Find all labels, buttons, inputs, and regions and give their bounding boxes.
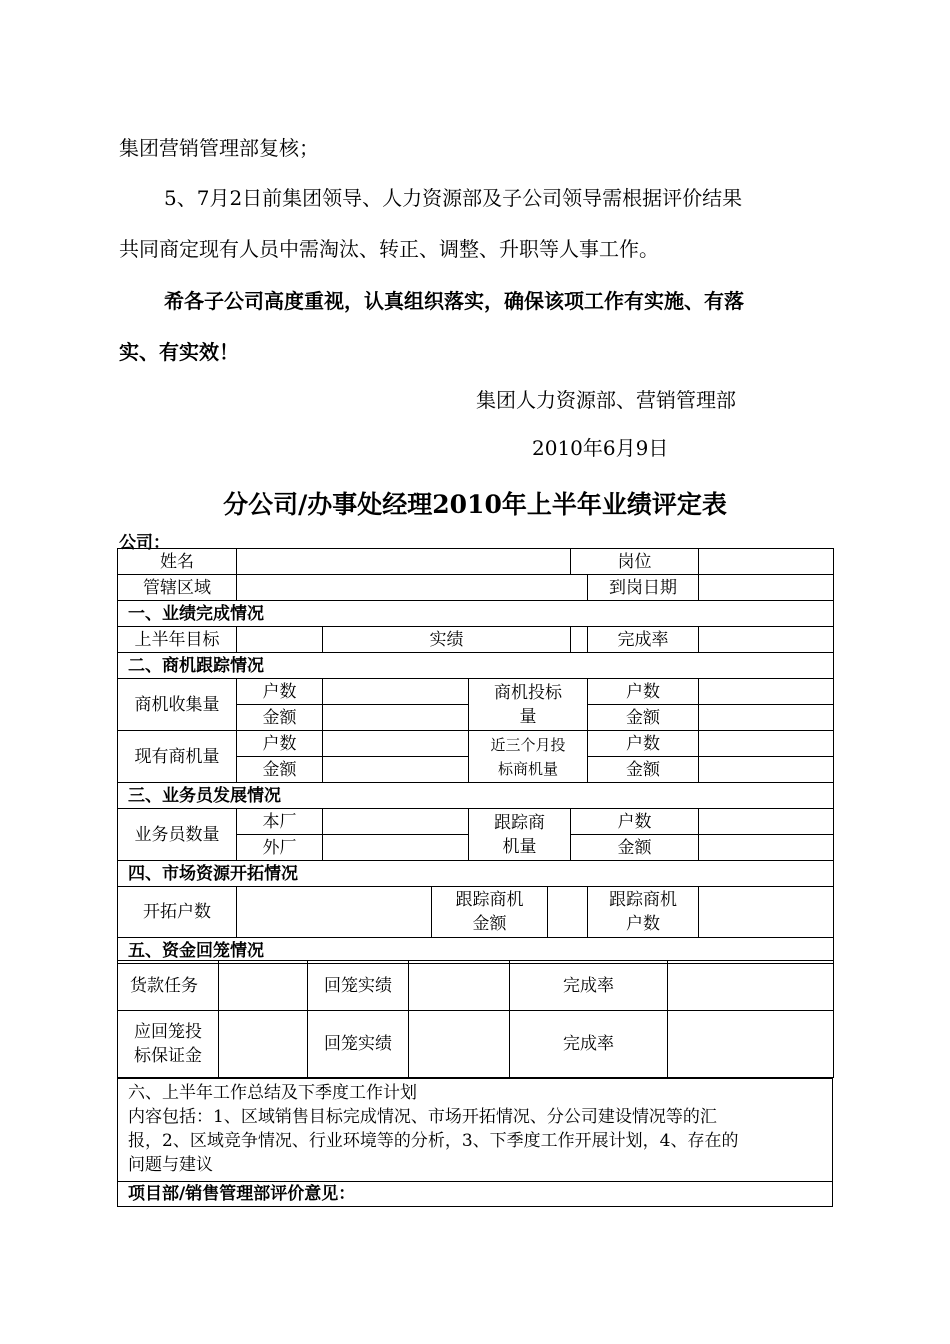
form-title: 分公司/办事处经理2010年上半年业绩评定表 [223,490,727,519]
target-label: 上半年目标 [118,627,237,653]
row-develop [118,887,834,938]
collect-amount-value[interactable] [323,705,469,731]
bid-label-line-2: 量 [519,706,537,727]
row-current-households [118,731,834,757]
section-6-heading: 六、上半年工作总结及下季度工作计划 [128,1083,417,1103]
paragraph-2-line-2: 共同商定现有人员中需淘汰、转正、调整、升职等人事工作。 [119,237,659,261]
section-1-row [118,601,834,627]
staff-count-label: 业务员数量 [118,809,237,861]
recent-bid-label [469,731,588,783]
deposit-recovery-label: 回笼实绩 [308,1011,409,1078]
track-label-line-2: 机量 [502,836,537,857]
paragraph-1: 集团营销管理部复核； [119,136,319,160]
summary-content-line-2: 报，2、区域竞争情况、行业环境等的分析，3、下季度工作开展计划，4、存在的 [128,1131,739,1151]
payment-rate-label: 完成率 [510,961,668,1011]
position-label: 岗位 [571,549,699,575]
bid-households-label: 户数 [588,679,699,705]
payment-task-label: 货款任务 [118,961,219,1011]
track-amount-label: 金额 [571,835,699,861]
summary-content-line-1: 内容包括：1、区域销售目标完成情况、市场开拓情况、分公司建设情况等的汇 [128,1107,717,1127]
section-5-heading: 五、资金回笼情况 [118,938,834,964]
row-region [118,575,834,601]
collect-amount-label: 金额 [237,705,323,731]
track-households-4-line-1: 跟踪商机 [609,890,677,910]
deposit-value[interactable] [219,1011,308,1078]
track-households-4-text [609,888,677,936]
in-factory-label: 本厂 [237,809,323,835]
payment-rate-value[interactable] [668,961,834,1011]
deposit-label-line-1: 应回笼投 [134,1022,202,1042]
track-label-line-1: 跟踪商 [494,812,545,833]
track-households-4-value[interactable] [699,887,834,938]
position-value[interactable] [699,549,834,575]
track-amount-4-line-1: 跟踪商机 [455,890,524,910]
current-amount-label: 金额 [237,757,323,783]
bid-label-line-1: 商机投标 [494,682,562,703]
out-factory-value[interactable] [323,835,469,861]
name-value[interactable] [237,549,571,575]
recent-bid-line-1: 近三个月投 [490,735,566,754]
target-value[interactable] [237,627,323,653]
paragraph-3-line-1: 希各子公司高度重视，认真组织落实，确保该项工作有实施、有落 [164,289,744,313]
recent-households-value[interactable] [699,731,834,757]
section-1-heading: 一、业绩完成情况 [118,601,834,627]
collect-households-value[interactable] [323,679,469,705]
bid-label [469,679,588,731]
bid-amount-value[interactable] [699,705,834,731]
track-amount-split [432,887,587,937]
recovery-label: 回笼实绩 [308,961,409,1011]
actual-value[interactable] [571,627,588,653]
recent-bid-line-2: 标商机量 [497,759,558,778]
evaluation-table [117,548,834,964]
recent-amount-value[interactable] [699,757,834,783]
recent-amount-label: 金额 [588,757,699,783]
actual-label: 实绩 [323,627,571,653]
rate-value[interactable] [699,627,834,653]
track-amount-4-label [432,887,548,937]
track-households-4-line-2: 户数 [626,914,660,934]
deposit-label-line-2: 标保证金 [134,1046,202,1066]
track-amount-group [432,887,588,938]
section-3-heading: 三、业务员发展情况 [118,783,834,809]
develop-value[interactable] [237,887,432,938]
row-collect-households [118,679,834,705]
start-date-label: 到岗日期 [588,575,699,601]
track-amount-4-line-2: 金额 [472,914,507,934]
payment-task-value[interactable] [219,961,308,1011]
section-4-row [118,861,834,887]
name-label: 姓名 [118,549,237,575]
recent-households-label: 户数 [588,731,699,757]
current-amount-value[interactable] [323,757,469,783]
summary-cell[interactable] [118,1079,833,1182]
start-date-value[interactable] [699,575,834,601]
rate-label: 完成率 [588,627,699,653]
current-label: 现有商机量 [118,731,237,783]
section-2-row [118,653,834,679]
collect-label: 商机收集量 [118,679,237,731]
funds-table [117,960,834,1078]
section-3-row [118,783,834,809]
current-households-label: 户数 [237,731,323,757]
summary-table [117,1078,833,1207]
deposit-recovery-value[interactable] [409,1011,510,1078]
track-households-4-label [588,887,698,937]
recovery-value[interactable] [409,961,510,1011]
row-review [118,1182,833,1207]
row-summary [118,1079,833,1182]
deposit-rate-label: 完成率 [510,1011,668,1078]
row-name [118,549,834,575]
track-label [469,809,571,861]
track-households-value[interactable] [699,809,834,835]
signature: 集团人力资源部、营销管理部 [476,388,736,412]
section-4-heading: 四、市场资源开拓情况 [118,861,834,887]
in-factory-value[interactable] [323,809,469,835]
develop-label: 开拓户数 [118,887,237,938]
track-households-label: 户数 [571,809,699,835]
collect-households-label: 户数 [237,679,323,705]
paragraph-2-line-1: 5、7月2日前集团领导、人力资源部及子公司领导需根据评价结果 [164,186,743,210]
region-label: 管辖区域 [118,575,237,601]
summary-content-line-3: 问题与建议 [128,1155,213,1175]
row-payment-task [118,961,834,1011]
track-amount-4-value[interactable] [548,887,587,937]
date: 2010年6月9日 [532,436,669,460]
bid-amount-label: 金额 [588,705,699,731]
bid-households-value[interactable] [699,679,834,705]
track-households-split [588,887,698,937]
row-staff-in [118,809,834,835]
current-households-value[interactable] [323,731,469,757]
track-amount-4-text [456,888,524,936]
track-amount-value[interactable] [699,835,834,861]
row-deposit [118,1011,834,1078]
section-2-heading: 二、商机跟踪情况 [118,653,834,679]
deposit-label [118,1011,219,1078]
paragraph-3-line-2: 实、有实效！ [119,340,239,364]
track-households-4-group [588,887,699,938]
company-label: 公司： [119,533,170,553]
row-targets [118,627,834,653]
region-value[interactable] [237,575,588,601]
deposit-rate-value[interactable] [668,1011,834,1078]
review-label[interactable]: 项目部/销售管理部评价意见： [118,1182,833,1207]
out-factory-label: 外厂 [237,835,323,861]
